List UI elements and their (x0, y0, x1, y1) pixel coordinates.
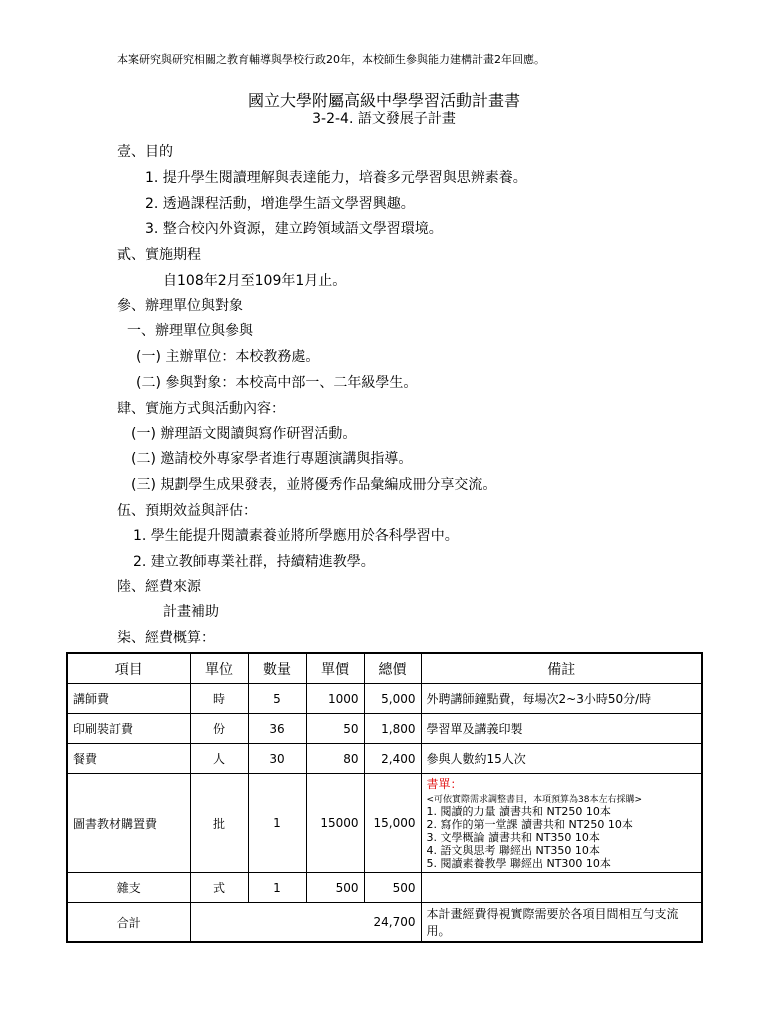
cell-item: 餐費 (67, 744, 190, 774)
section-heading-budget: 柒、經費概算： (117, 630, 215, 646)
purpose-item: 2. 透過課程活動，增進學生語文學習興趣。 (145, 196, 415, 212)
cell-total: 2,400 (364, 744, 421, 774)
booklist-item: 1. 閱讀的力量 讀書共和 NT250 10本 (426, 805, 611, 818)
section-heading-purpose: 壹、目的 (117, 144, 173, 160)
organizer-item: (二) 參與對象：本校高中部一、二年級學生。 (136, 375, 418, 391)
document-title: 國立大學附屬高級中學學習活動計畫書 (247, 91, 520, 110)
booklist-title: 書單： (426, 777, 463, 791)
implementation-item: (二) 邀請校外專家學者進行專題演講與指導。 (131, 451, 413, 467)
cell-unit: 人 (190, 744, 248, 774)
budget-table (66, 652, 703, 943)
table-row-books (67, 774, 702, 873)
cell-unit: 份 (190, 714, 248, 744)
section-heading-organizer: 參、辦理單位與對象 (117, 298, 243, 314)
cell-item: 講師費 (67, 684, 190, 714)
cell-item: 印刷裝訂費 (67, 714, 190, 744)
cell-total: 15,000 (364, 774, 421, 873)
cell-item: 圖書教材購置費 (67, 774, 190, 873)
schedule-text: 自108年2月至109年1月止。 (163, 273, 347, 289)
section-heading-implementation: 肆、實施方式與活動內容： (117, 401, 285, 417)
table-row-total (67, 903, 702, 943)
section-heading-funding: 陸、經費來源 (117, 579, 201, 595)
cell-qty: 1 (248, 774, 306, 873)
cell-note-booklist (421, 774, 702, 873)
cell-price: 80 (306, 744, 364, 774)
cell-total: 500 (364, 873, 421, 903)
purpose-item: 1. 提升學生閱讀理解與表達能力，培養多元學習與思辨素養。 (145, 170, 527, 186)
implementation-item: (三) 規劃學生成果發表，並將優秀作品彙編成冊分享交流。 (131, 477, 497, 493)
cell-unit: 批 (190, 774, 248, 873)
booklist-item: 3. 文學概論 讀書共和 NT350 10本 (426, 831, 600, 844)
cell-item: 雜支 (67, 873, 190, 903)
header-qty: 數量 (248, 653, 306, 684)
header-note: 本案研究與研究相關之教育輔導與學校行政20年，本校師生參與能力建構計畫2年回應。 (117, 53, 545, 66)
cell-price: 1000 (306, 684, 364, 714)
table-row (67, 714, 702, 744)
table-row (67, 684, 702, 714)
booklist-item: 2. 寫作的第一堂課 讀書共和 NT250 10本 (426, 818, 633, 831)
cell-price: 500 (306, 873, 364, 903)
table-row (67, 873, 702, 903)
booklist-item: 5. 閱讀素養教學 聯經出 NT300 10本 (426, 857, 611, 870)
cell-unit: 時 (190, 684, 248, 714)
table-header-row (67, 653, 702, 684)
cell-grand-total: 24,700 (190, 903, 421, 943)
benefit-item: 2. 建立教師專業社群，持續精進教學。 (133, 554, 375, 570)
benefit-item: 1. 學生能提升閱讀素養並將所學應用於各科學習中。 (133, 528, 459, 544)
document-subtitle: 3-2-4. 語文發展子計畫 (312, 111, 456, 127)
section-heading-schedule: 貳、實施期程 (117, 247, 201, 263)
booklist-subtitle: <可依實際需求調整書目，本項預算為38本左右採購> (426, 795, 643, 805)
organizer-item: (一) 主辦單位：本校教務處。 (136, 349, 320, 365)
header-unit: 單位 (190, 653, 248, 684)
cell-note: 參與人數約15人次 (421, 744, 702, 774)
purpose-item: 3. 整合校內外資源，建立跨領域語文學習環境。 (145, 221, 443, 237)
header-total: 總價 (364, 653, 421, 684)
cell-total: 1,800 (364, 714, 421, 744)
cell-note: 外聘講師鐘點費，每場次2~3小時50分/時 (421, 684, 702, 714)
cell-price: 50 (306, 714, 364, 744)
organizer-subheading: 一、辦理單位與參與 (127, 323, 253, 339)
section-heading-benefits: 伍、預期效益與評估： (117, 503, 257, 519)
cell-total-label: 合計 (67, 903, 190, 943)
implementation-item: (一) 辦理語文閱讀與寫作研習活動。 (131, 426, 357, 442)
funding-text: 計畫補助 (163, 604, 219, 620)
cell-qty: 30 (248, 744, 306, 774)
header-price: 單價 (306, 653, 364, 684)
cell-total-note: 本計畫經費得視實際需要於各項目間相互勻支流用。 (421, 903, 702, 943)
booklist (427, 805, 697, 870)
header-note: 備註 (421, 653, 702, 684)
cell-note (421, 873, 702, 903)
cell-unit: 式 (190, 873, 248, 903)
booklist-item: 4. 語文與思考 聯經出 NT350 10本 (426, 844, 600, 857)
cell-note: 學習單及講義印製 (421, 714, 702, 744)
table-row (67, 744, 702, 774)
cell-price: 15000 (306, 774, 364, 873)
cell-total: 5,000 (364, 684, 421, 714)
header-item: 項目 (67, 653, 190, 684)
cell-qty: 1 (248, 873, 306, 903)
cell-qty: 36 (248, 714, 306, 744)
cell-qty: 5 (248, 684, 306, 714)
